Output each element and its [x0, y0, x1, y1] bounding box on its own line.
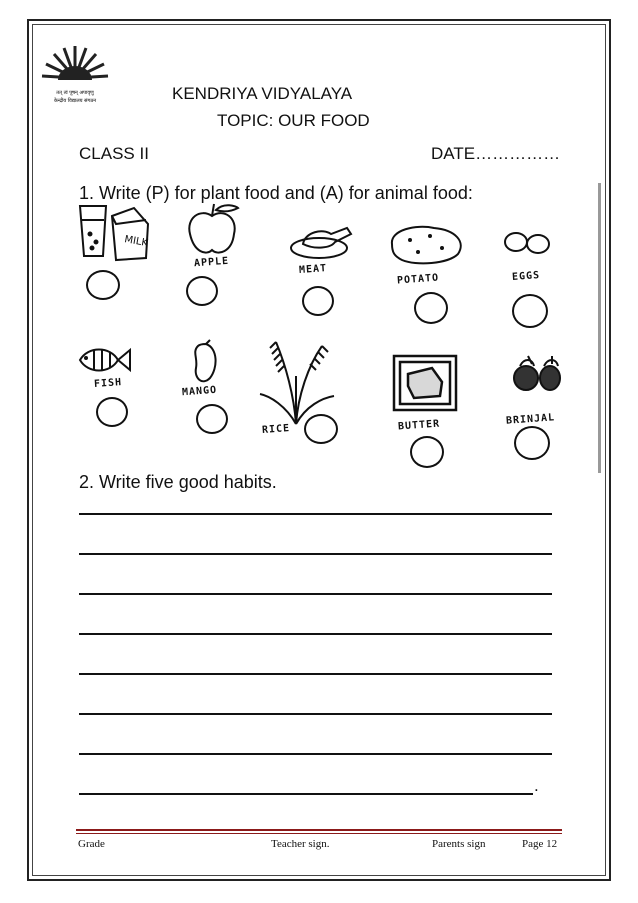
logo-caption-2: केन्द्रीय विद्यालय संगठन: [53, 98, 97, 104]
date-field[interactable]: DATE……………: [431, 144, 561, 163]
footer-rule-thin: [76, 833, 562, 834]
logo-caption-1: तत् त्वं पूषन् अपावृणु: [56, 90, 94, 96]
meat-icon: [285, 220, 357, 264]
footer-grade: Grade: [78, 838, 105, 850]
answer-circle-rice[interactable]: [304, 414, 338, 444]
label-brinjal: BRINJAL: [505, 412, 556, 427]
answer-circle-milk[interactable]: [86, 270, 120, 300]
potato-icon: [386, 222, 468, 266]
fish-icon: [72, 342, 132, 378]
answer-circle-potato[interactable]: [414, 292, 448, 324]
final-period: .: [534, 776, 539, 795]
topic-title: TOPIC: OUR FOOD: [217, 111, 370, 130]
answer-line[interactable]: [79, 633, 552, 635]
answer-line[interactable]: [79, 713, 552, 715]
kv-sun-logo-icon: [36, 38, 114, 106]
eggs-icon: [500, 228, 552, 266]
butter-icon: [390, 352, 462, 414]
answer-circle-mango[interactable]: [196, 404, 228, 434]
answer-circle-butter[interactable]: [410, 436, 444, 468]
answer-line[interactable]: [79, 593, 552, 595]
footer-parents-sign: Parents sign: [432, 838, 486, 850]
image-edge: [598, 183, 601, 473]
label-meat: MEAT: [298, 263, 328, 276]
answer-line[interactable]: [79, 753, 552, 755]
answer-circle-eggs[interactable]: [512, 294, 548, 328]
question-2-text: 2. Write five good habits.: [79, 472, 277, 492]
answer-line[interactable]: [79, 793, 533, 795]
answer-circle-brinjal[interactable]: [514, 426, 550, 460]
footer-teacher-sign: Teacher sign.: [271, 838, 330, 850]
footer-page-number: Page 12: [522, 838, 558, 850]
label-potato: POTATO: [396, 272, 440, 287]
milk-icon: [76, 200, 156, 262]
school-name: KENDRIYA VIDYALAYA: [172, 84, 353, 103]
footer-rule: [76, 829, 562, 831]
label-butter: BUTTER: [397, 418, 441, 433]
apple-icon: [182, 200, 242, 260]
answer-line[interactable]: [79, 553, 552, 555]
class-label: CLASS II: [79, 144, 149, 163]
label-mango: MANGO: [181, 384, 218, 399]
label-eggs: EGGS: [511, 270, 541, 283]
svg-text:MILK: MILK: [123, 234, 149, 250]
question-1-text: 1. Write (P) for plant food and (A) for animal food:: [79, 183, 473, 203]
rice-plant-icon: [256, 336, 336, 426]
answer-line[interactable]: [79, 513, 552, 515]
mango-icon: [188, 338, 222, 386]
label-rice: RICE: [261, 423, 291, 436]
brinjal-icon: [508, 350, 568, 394]
answer-circle-meat[interactable]: [302, 286, 334, 316]
label-fish: FISH: [93, 377, 123, 390]
label-apple: APPLE: [193, 255, 230, 270]
answer-circle-apple[interactable]: [186, 276, 218, 306]
answer-line[interactable]: [79, 673, 552, 675]
answer-circle-fish[interactable]: [96, 397, 128, 427]
